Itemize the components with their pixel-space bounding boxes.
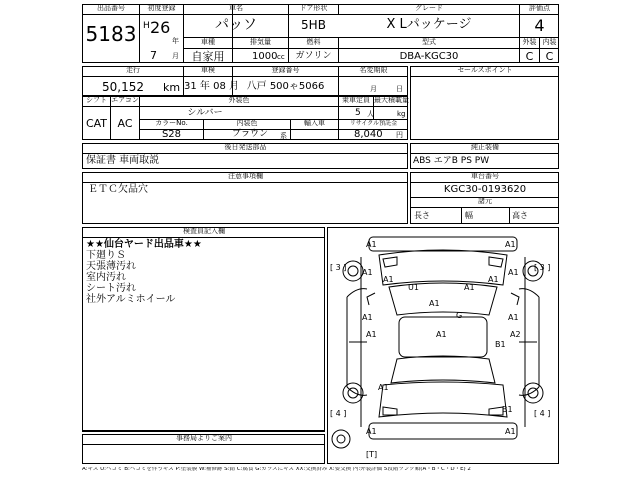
inspection-value: 31 年 08 月 <box>184 81 239 92</box>
damage-mark: B1 <box>495 340 506 349</box>
bracket-left-bottom: [ 4 ] <box>330 409 347 418</box>
dimensions-label: 諸元 <box>478 197 492 205</box>
max-load-label: 最大積載量 <box>374 96 409 104</box>
damage-mark: G <box>456 311 463 320</box>
usage-label: 車種 <box>201 38 215 46</box>
first-reg-month-unit: 月 <box>172 52 179 60</box>
damage-mark: A1 <box>508 313 519 322</box>
inspector-label: 検査員記入欄 <box>183 227 225 235</box>
import-label: 輸入車 <box>304 119 325 127</box>
inspector-line: シート汚れ <box>86 283 136 294</box>
mileage-value: 50,152 <box>102 80 144 94</box>
fuel-label: 燃料 <box>306 38 321 46</box>
chassis-value: KGC30-0193620 <box>443 184 527 195</box>
dimensions-length: 長さ <box>414 211 430 220</box>
usage-value: 自家用 <box>191 50 225 63</box>
documents-label: 後日発送部品 <box>224 143 267 151</box>
lot-no-label: 出品番号 <box>97 4 125 12</box>
equipment-label: 純正装備 <box>471 143 499 151</box>
first-reg-year-unit: 年 <box>172 37 179 45</box>
aircon-label: エアコン <box>111 96 139 104</box>
bracket-right-bottom: [ 4 ] <box>534 409 551 418</box>
car-name-value: パッソ <box>215 17 257 33</box>
grade-value: X Lパッケージ <box>386 17 472 32</box>
damage-mark: A1 <box>366 240 377 249</box>
bracket-right-top: [ 3 ] <box>534 263 551 272</box>
first-reg-year: 26 <box>150 18 171 37</box>
door-type-value: 5HB <box>301 18 326 32</box>
inspector-line: 社外アルミホイール <box>86 294 176 305</box>
name-change-label: 名変期限 <box>359 66 388 74</box>
displacement-label: 排気量 <box>250 38 271 46</box>
sales-point-box <box>410 66 559 140</box>
int-color-suffix: 系 <box>280 132 287 140</box>
mileage-label: 走行 <box>126 66 140 74</box>
recycle-value: 8,040 <box>354 129 383 140</box>
inspector-line: ★★仙台ヤード出品車★★ <box>86 239 202 250</box>
plate-label: 登録番号 <box>271 66 300 74</box>
damage-mark: A1 <box>505 240 516 249</box>
dimensions-height: 高さ <box>512 211 528 220</box>
plate-value: 八戸 500ゃ5066 <box>246 81 325 92</box>
interior-value: C <box>545 50 554 63</box>
mileage-unit: km <box>163 81 181 94</box>
model-value: DBA-KGC30 <box>399 51 459 62</box>
shift-value: CAT <box>85 117 108 130</box>
notes-label: 注意事項欄 <box>228 172 263 180</box>
fuel-value: ガソリン <box>295 51 332 61</box>
shift-label: シフト <box>86 96 107 104</box>
ext-color-value: シルバー <box>187 108 223 118</box>
car-diagram <box>327 227 559 464</box>
notes-value: ＥＴＣ欠品穴 <box>88 184 148 195</box>
damage-mark: A1 <box>383 275 394 284</box>
damage-mark: A1 <box>508 268 519 277</box>
aircon-value: AC <box>117 117 133 130</box>
damage-mark: A1 <box>436 330 447 339</box>
damage-mark: A1 <box>378 383 389 392</box>
capacity-value: 5 <box>355 108 361 118</box>
bracket-bottom: [T] <box>366 450 378 459</box>
displacement-unit: cc <box>277 53 285 61</box>
equipment-value: ABS エアB PS PW <box>413 156 490 166</box>
inspector-line: 天張薄汚れ <box>86 261 136 272</box>
exterior-label: 外装 <box>522 38 537 46</box>
ext-color-label: 外装色 <box>228 96 250 104</box>
first-reg-month: 7 <box>150 49 157 62</box>
name-change-day: 日 <box>396 85 403 93</box>
damage-mark: A1 <box>505 427 516 436</box>
damage-mark: A1 <box>362 268 373 277</box>
lot-no-value: 5183 <box>85 22 137 46</box>
inspector-line: 下廻りＳ <box>86 250 126 261</box>
damage-mark: A2 <box>510 330 521 339</box>
first-reg-label: 初度登録 <box>147 4 176 12</box>
interior-label: 内装 <box>542 38 557 46</box>
recycle-label: リサイクル預託金 <box>349 120 398 127</box>
exterior-value: C <box>525 50 534 63</box>
color-no-value: S28 <box>161 129 182 140</box>
damage-mark: U1 <box>408 283 419 292</box>
damage-mark: A1 <box>429 299 440 308</box>
score-value: 4 <box>534 16 545 35</box>
grade-label: グレード <box>415 4 443 12</box>
model-label: 型式 <box>422 38 436 46</box>
car-name-label: 車名 <box>229 4 243 12</box>
inspector-line: 室内汚れ <box>86 272 126 283</box>
bracket-left-top: [ 3 ] <box>330 263 347 272</box>
score-label: 評価点 <box>529 4 550 12</box>
damage-mark: A1 <box>366 427 377 436</box>
name-change-month: 月 <box>370 85 377 93</box>
max-load-unit: kg <box>397 110 406 118</box>
door-type-label: ドア形状 <box>299 4 328 12</box>
capacity-unit: 人 <box>367 110 374 118</box>
damage-mark: A1 <box>362 313 373 322</box>
damage-mark: B1 <box>502 405 513 414</box>
capacity-label: 乗車定員 <box>342 96 370 104</box>
legend-text: A:キズ U:ヘコミ B:ヘコミを伴うキズ P:塗装膜 W:補修跡 S:錆 C:腐食 G:ガラスにキズ XX:交換済み X:要交換 内:外装評価 5段階ランク順(A・B・C・D・E) 2 <box>82 467 471 472</box>
sales-point-label: セールスポイント <box>457 66 513 74</box>
documents-value: 保証書 車両取説 <box>86 155 160 166</box>
first-reg-era: H <box>143 21 150 31</box>
int-color-label: 内装色 <box>236 119 258 127</box>
damage-mark: A1 <box>464 283 475 292</box>
chassis-label: 車台番号 <box>471 172 499 180</box>
office-label: 事務局よりご案内 <box>176 434 232 442</box>
inspection-label: 車検 <box>201 66 215 74</box>
dimensions-width: 幅 <box>465 211 473 220</box>
damage-mark: A1 <box>366 330 377 339</box>
displacement-value: 1000 <box>252 51 278 62</box>
int-color-value: ブラウン <box>232 129 269 139</box>
damage-mark: A1 <box>488 275 499 284</box>
color-no-label: カラーNo. <box>155 119 188 127</box>
recycle-unit: 円 <box>396 131 403 139</box>
